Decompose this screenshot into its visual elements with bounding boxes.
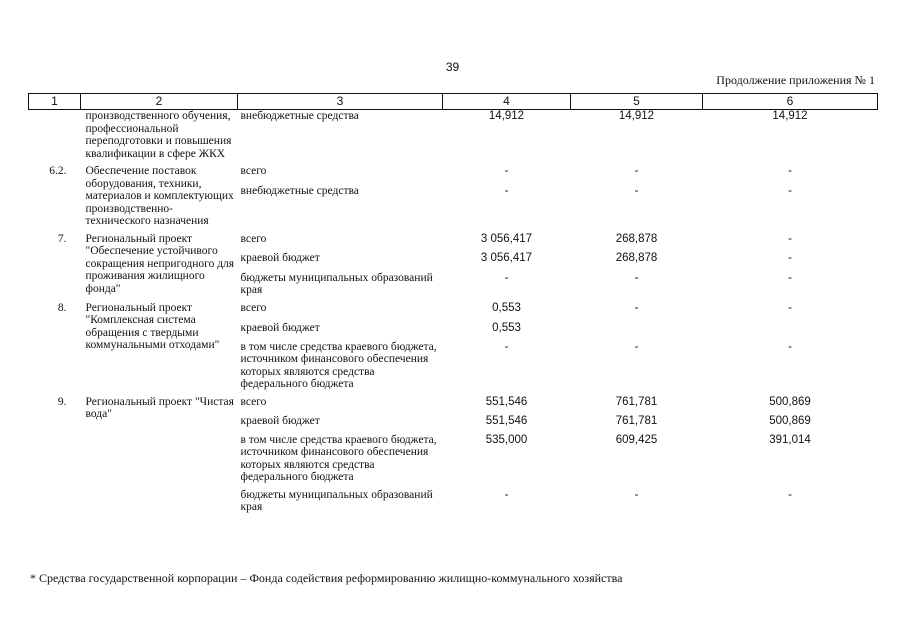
funding-source: в том числе средства краевого бюджета, источником финансового обеспечения которых являются средства федерального бюджета (240, 433, 437, 483)
funding-source: в том числе средства краевого бюджета, источником финансового обеспечения которых являются средства федерального бюджета (240, 340, 437, 390)
value-col4: - (504, 185, 509, 197)
value-col6: - (788, 251, 792, 264)
value-col5: - (634, 165, 639, 177)
value-col6: - (788, 488, 792, 501)
value-col4: - (504, 488, 509, 501)
value-col6 (703, 322, 878, 341)
appendix-continuation-note: Продолжение приложения № 1 (716, 73, 875, 87)
value-col4: 14,912 (488, 110, 525, 122)
value-col6: - (788, 165, 792, 177)
funding-source: краевой бюджет (240, 414, 320, 427)
measure-name: Обеспечение поставок оборудования, техники, материалов и комплектующих производственно-технического назначения (85, 165, 234, 227)
funding-source: всего (240, 232, 267, 245)
funding-source: бюджеты муниципальных образований края (240, 271, 433, 296)
value-col6: - (788, 271, 792, 284)
value-col5 (571, 322, 703, 341)
value-col6: 14,912 (772, 110, 808, 122)
table-row (29, 302, 878, 322)
column-header-1: 1 (29, 94, 81, 110)
footnote: * Средства государственной корпорации – Фонда содействия реформированию жилищно-коммунального хозяйства (30, 571, 623, 585)
funding-source: внебюджетные средства (240, 110, 359, 122)
table-row (29, 233, 878, 252)
measure-name: Региональный проект "Чистая вода" (85, 395, 234, 420)
value-col4: 551,546 (485, 395, 528, 408)
value-col6: - (788, 340, 792, 353)
value-col4: 0,553 (492, 301, 521, 314)
value-col4: 0,553 (492, 321, 521, 334)
value-col4: - (504, 165, 509, 177)
value-col6: - (788, 185, 792, 197)
table-row (29, 396, 878, 415)
value-col5: - (634, 340, 639, 353)
value-col4: 3 056,417 (480, 251, 533, 264)
value-col5: 268,878 (615, 232, 658, 245)
column-header-3: 3 (238, 94, 443, 110)
measure-name: производственного обучения, профессиональной переподготовки и повышения квалификации в сфере ЖКХ (85, 110, 232, 160)
value-col5: 761,781 (615, 414, 658, 427)
value-col4: 535,000 (485, 433, 528, 446)
row-number: 6.2. (49, 165, 67, 177)
value-col5: - (634, 301, 639, 314)
value-col5: 268,878 (615, 251, 658, 264)
financing-table (28, 93, 878, 514)
value-col4: 551,546 (485, 414, 528, 427)
value-col6: 391,014 (769, 433, 811, 446)
header-row (29, 94, 878, 110)
row-number: 7. (57, 232, 67, 245)
funding-source: краевой бюджет (240, 251, 320, 264)
value-col4: 3 056,417 (480, 232, 533, 245)
measure-name: Региональный проект "Обеспечение устойчивого сокращения непригодного для проживания жилищного фонда" (85, 232, 235, 295)
table-row (29, 110, 878, 161)
funding-source: краевой бюджет (240, 321, 320, 334)
value-col4: - (504, 271, 509, 284)
value-col6: 500,869 (769, 395, 811, 408)
column-header-6: 6 (703, 94, 878, 110)
funding-source: бюджеты муниципальных образований края (240, 488, 433, 513)
value-col5: - (634, 185, 639, 197)
value-col4: - (504, 340, 509, 353)
value-col5: 761,781 (615, 395, 658, 408)
value-col5: - (634, 271, 639, 284)
funding-source: всего (240, 395, 267, 408)
value-col5: 14,912 (618, 110, 655, 122)
funding-source: всего (240, 165, 267, 177)
value-col5: - (634, 488, 639, 501)
row-number: 9. (57, 395, 67, 408)
page-number: 39 (445, 60, 460, 74)
value-col6: 500,869 (769, 414, 811, 427)
column-header-5: 5 (571, 94, 703, 110)
column-header-2: 2 (81, 94, 238, 110)
value-col6: - (788, 301, 792, 314)
measure-name: Региональный проект "Комплексная система обращения с твердыми коммунальными отходами" (85, 301, 220, 351)
table-row (29, 165, 878, 185)
row-number: 8. (57, 301, 67, 314)
value-col6: - (788, 232, 792, 245)
funding-source: всего (240, 301, 267, 314)
row-number (29, 110, 81, 161)
funding-source: внебюджетные средства (240, 185, 359, 197)
column-header-4: 4 (443, 94, 571, 110)
value-col5: 609,425 (615, 433, 658, 446)
